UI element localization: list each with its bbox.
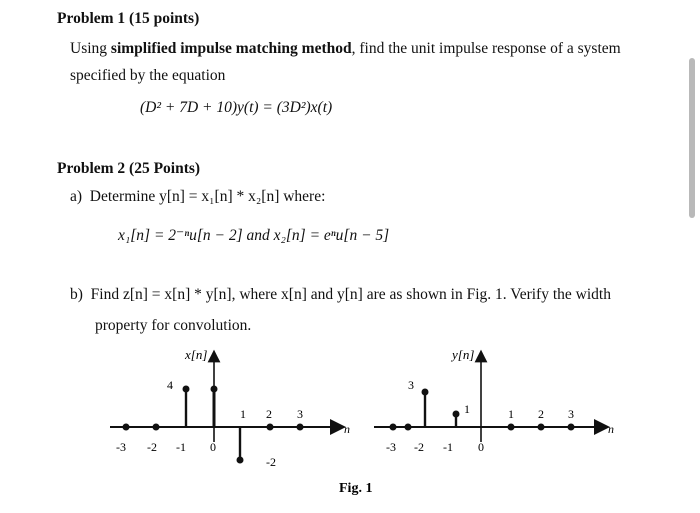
x-tick-neg1: -1 <box>176 440 186 454</box>
x-stem-n-3-dot <box>297 424 304 431</box>
y-value-label-1: 1 <box>464 402 470 416</box>
y-plot <box>374 347 614 454</box>
problem-2-heading: Problem 2 (25 Points) <box>57 160 201 177</box>
x-tick-neg3: -3 <box>116 440 126 454</box>
problem-2a-statement: Determine y[n] = x₁[n] * x₂[n] where: <box>89 188 326 205</box>
y-tick-2: 2 <box>538 407 544 421</box>
problem-1-equation: (D² + 7D + 10)y(t) = (3D²)x(t) <box>140 99 333 116</box>
x-plot-ylabel: x[n] <box>185 347 208 362</box>
x-tick-neg2: -2 <box>147 440 157 454</box>
x-stem-n-minus-3-dot <box>123 424 130 431</box>
y-tick-neg2: -2 <box>414 440 424 454</box>
x-plot <box>110 347 350 469</box>
y-value-label-3: 3 <box>408 378 414 392</box>
problem-1-method: simplified impulse matching method <box>110 40 352 57</box>
problem-2a-equation: x₁[n] = 2⁻ⁿu[n − 2] and x₂[n] = eⁿu[n − 5] <box>118 227 390 244</box>
problem-1-text-pre: Using <box>70 40 111 57</box>
y-tick-neg1: -1 <box>443 440 453 454</box>
y-stem-n-3-dot <box>568 424 575 431</box>
problem-1-text-post: , find the unit impulse response of a system <box>351 40 621 57</box>
y-stem-n-minus-2-dot <box>405 424 412 431</box>
problem-2b-statement: Find z[n] = x[n] * y[n], where x[n] and y[n] are as shown in Fig. 1. Verify the width <box>90 286 611 303</box>
x-value-label-4: 4 <box>167 378 173 392</box>
x-stem-n-minus-2-dot <box>153 424 160 431</box>
x-stem-n-minus-1-dot <box>183 386 190 393</box>
y-tick-1: 1 <box>508 407 514 421</box>
x-stem-n-1-dot <box>237 457 244 464</box>
x-tick-2: 2 <box>266 407 272 421</box>
x-plot-xlabel: n <box>344 422 350 436</box>
y-stem-n-minus-1-dot <box>422 389 429 396</box>
x-tick-0: 0 <box>210 440 216 454</box>
x-tick-3: 3 <box>297 407 303 421</box>
y-tick-0: 0 <box>478 440 484 454</box>
problem-2b-text-line2: property for convolution. <box>95 317 252 334</box>
x-value-label-neg2: -2 <box>266 455 276 469</box>
y-stem-n-0-dot <box>453 411 460 418</box>
y-plot-ylabel: y[n] <box>452 347 475 362</box>
y-tick-3: 3 <box>568 407 574 421</box>
x-tick-1: 1 <box>240 407 246 421</box>
problem-2b-prefix: b) <box>70 286 83 303</box>
figure-caption: Fig. 1 <box>339 481 373 496</box>
y-plot-xlabel: n <box>608 422 614 436</box>
x-stem-n-2-dot <box>267 424 274 431</box>
y-stem-n-2-dot <box>538 424 545 431</box>
problem-1-heading: Problem 1 (15 points) <box>57 10 200 27</box>
y-stem-n-minus-3-dot <box>390 424 397 431</box>
y-tick-neg3: -3 <box>386 440 396 454</box>
problem-1-text-line2: specified by the equation <box>70 67 226 84</box>
x-stem-n-0-dot <box>211 386 218 393</box>
y-stem-n-1-dot <box>508 424 515 431</box>
problem-2a-prefix: a) <box>70 188 83 205</box>
scrollbar-thumb[interactable] <box>689 58 695 218</box>
scrollbar[interactable] <box>689 0 695 513</box>
